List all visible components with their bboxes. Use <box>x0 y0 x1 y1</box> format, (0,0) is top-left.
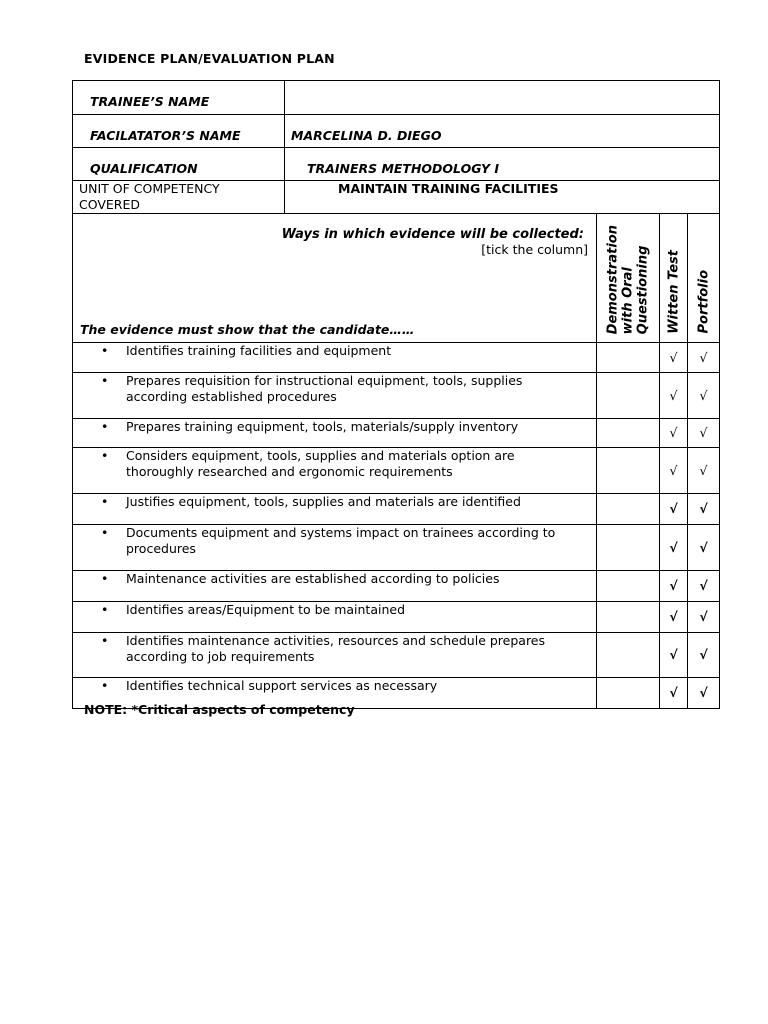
demonstration-label <box>606 225 651 334</box>
demo-line1: Demonstration <box>605 224 621 334</box>
criterion-line2: thoroughly researched and ergonomic requirements <box>126 464 453 479</box>
evidence-must-show: The evidence must show that the candidate…… <box>80 322 415 337</box>
demonstration-tick <box>597 419 660 448</box>
portfolio-tick: √ <box>688 678 720 709</box>
facilitator-name-value: MARCELINA D. DIEGO <box>285 115 720 148</box>
written-test-tick: √ <box>660 419 688 448</box>
written-test-tick: √ <box>660 633 688 678</box>
demonstration-tick <box>597 448 660 494</box>
bullet-icon: • <box>101 448 109 463</box>
criterion-line1: Identifies maintenance activities, resources and schedule prepares <box>126 633 546 648</box>
demonstration-tick <box>597 633 660 678</box>
written-test-tick: √ <box>660 602 688 633</box>
portfolio-tick: √ <box>688 602 720 633</box>
criterion-line1: Identifies technical support services as necessary <box>126 678 438 693</box>
qualification-value: TRAINERS METHODOLOGY I <box>285 148 720 181</box>
criteria-row <box>73 525 720 571</box>
portfolio-tick: √ <box>688 343 720 373</box>
criterion-cell <box>73 494 597 525</box>
criterion-cell <box>73 448 597 494</box>
portfolio-tick: √ <box>688 633 720 678</box>
criteria-rows <box>73 343 720 709</box>
ways-title: Ways in which evidence will be collected: <box>281 227 584 242</box>
written-test-label: Witten Test <box>666 250 681 334</box>
portfolio-tick: √ <box>688 373 720 419</box>
written-test-tick: √ <box>660 373 688 419</box>
qualification-label: QUALIFICATION <box>73 148 285 181</box>
criteria-row <box>73 494 720 525</box>
demonstration-tick <box>597 678 660 709</box>
criteria-row <box>73 373 720 419</box>
bullet-icon: • <box>101 678 109 693</box>
unit-row <box>73 181 720 214</box>
criterion-line1: Maintenance activities are established according to policies <box>126 571 500 586</box>
bullet-icon: • <box>101 419 109 434</box>
facilitator-name-label: FACILATATOR’S NAME <box>73 115 285 148</box>
criterion-line1: Considers equipment, tools, supplies and materials option are <box>126 448 515 463</box>
criteria-row <box>73 571 720 602</box>
demonstration-tick <box>597 571 660 602</box>
written-test-tick: √ <box>660 571 688 602</box>
criterion-cell <box>73 373 597 419</box>
bullet-icon: • <box>101 343 109 358</box>
demonstration-tick <box>597 602 660 633</box>
bullet-icon: • <box>101 571 109 586</box>
criterion-cell <box>73 571 597 602</box>
written-test-tick: √ <box>660 343 688 373</box>
demonstration-tick <box>597 373 660 419</box>
portfolio-tick: √ <box>688 419 720 448</box>
trainee-row <box>73 81 720 115</box>
column-header-demonstration <box>597 214 660 343</box>
bullet-icon: • <box>101 373 109 388</box>
trainee-name-label: TRAINEE’S NAME <box>73 81 285 115</box>
demo-line3: Questioning <box>635 245 651 334</box>
criterion-line1: Identifies areas/Equipment to be maintained <box>126 602 406 617</box>
criterion-cell <box>73 419 597 448</box>
column-header-written-test <box>660 214 688 343</box>
criterion-line2: according to job requirements <box>126 649 315 664</box>
note-text: NOTE: *Critical aspects of competency <box>84 702 355 717</box>
bullet-icon: • <box>101 633 109 648</box>
portfolio-tick: √ <box>688 448 720 494</box>
criterion-cell <box>73 602 597 633</box>
ways-cell <box>73 214 597 343</box>
criterion-cell <box>73 343 597 373</box>
written-test-tick: √ <box>660 448 688 494</box>
tick-instruction: [tick the column] <box>481 242 588 257</box>
criterion-line1: Justifies equipment, tools, supplies and materials are identified <box>126 494 521 509</box>
criterion-cell <box>73 525 597 571</box>
trainee-name-value <box>285 81 720 115</box>
written-test-tick: √ <box>660 525 688 571</box>
criterion-line1: Documents equipment and systems impact on trainees according to <box>126 525 556 540</box>
criterion-line2: procedures <box>126 541 196 556</box>
evidence-plan-table <box>72 80 720 709</box>
unit-label-line1: UNIT OF COMPETENCY <box>79 181 220 196</box>
demonstration-tick <box>597 494 660 525</box>
bullet-icon: • <box>101 602 109 617</box>
unit-of-competency-value: MAINTAIN TRAINING FACILITIES <box>285 181 720 214</box>
portfolio-tick: √ <box>688 494 720 525</box>
criteria-row <box>73 602 720 633</box>
criterion-line2: according established procedures <box>126 389 337 404</box>
portfolio-tick: √ <box>688 571 720 602</box>
criterion-line1: Prepares requisition for instructional equipment, tools, supplies <box>126 373 523 388</box>
portfolio-label: Portfolio <box>696 270 711 334</box>
criteria-row <box>73 419 720 448</box>
bullet-icon: • <box>101 525 109 540</box>
bullet-icon: • <box>101 494 109 509</box>
criteria-row <box>73 343 720 373</box>
qualification-row <box>73 148 720 181</box>
criteria-row <box>73 448 720 494</box>
demo-line2: with Oral <box>620 266 636 334</box>
criterion-line1: Identifies training facilities and equipment <box>126 343 392 358</box>
evidence-header-row <box>73 214 720 343</box>
criterion-line1: Prepares training equipment, tools, materials/supply inventory <box>126 419 519 434</box>
portfolio-tick: √ <box>688 525 720 571</box>
column-header-portfolio <box>688 214 720 343</box>
unit-label-line2: COVERED <box>79 197 141 212</box>
demonstration-tick <box>597 343 660 373</box>
written-test-tick: √ <box>660 678 688 709</box>
unit-of-competency-label <box>73 181 285 214</box>
written-test-tick: √ <box>660 494 688 525</box>
criteria-row <box>73 633 720 678</box>
demonstration-tick <box>597 525 660 571</box>
document-title: EVIDENCE PLAN/EVALUATION PLAN <box>84 51 335 66</box>
criterion-cell <box>73 633 597 678</box>
facilitator-row <box>73 115 720 148</box>
